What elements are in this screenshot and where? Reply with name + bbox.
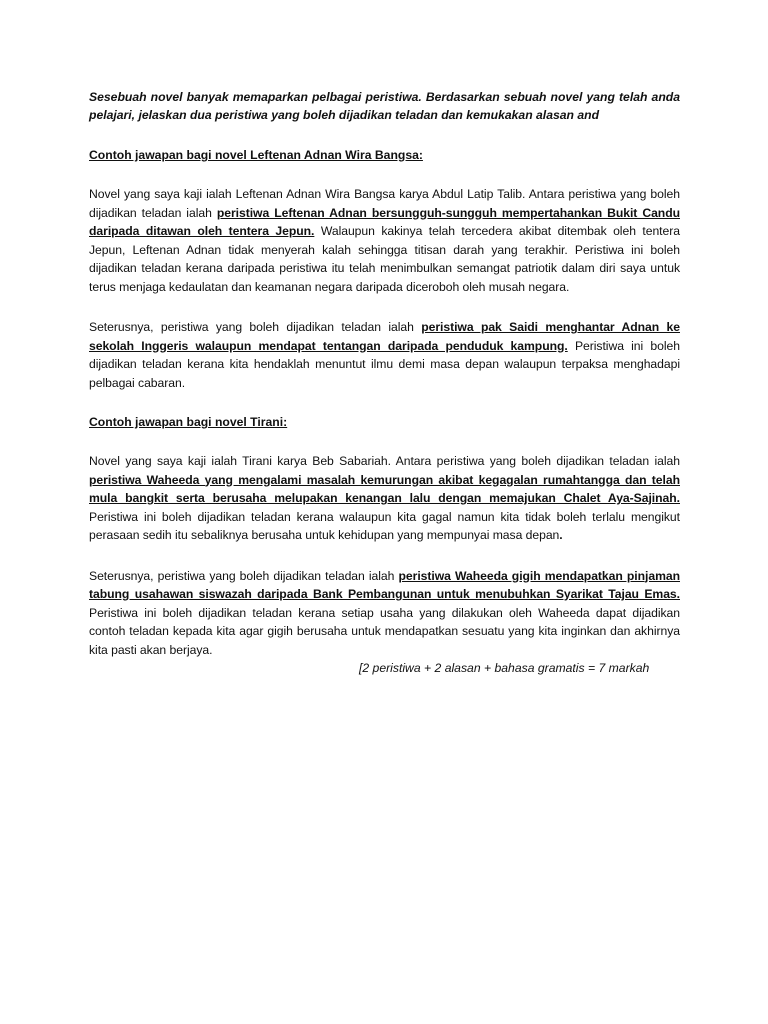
paragraph-text: Walaupun kakinya telah tercedera akibat ditembak oleh tentera Jepun, Leftenan Adnan tidak menyerah kalah sehingga titisan darah yang terakhir. Peristiwa ini boleh dijadikan teladan kerana daripada peristiwa itu telah menimbulkan semangat patriotik dalam diri saya untuk terus menjaga kedaulatan dan keamanan negara daripada diceroboh oleh musah negara. bbox=[89, 224, 680, 294]
section-heading-tirani: Contoh jawapan bagi novel Tirani: bbox=[89, 415, 288, 429]
answer-paragraph bbox=[89, 452, 680, 545]
paragraph-text: Seterusnya, peristiwa yang boleh dijadikan teladan ialah bbox=[89, 568, 399, 583]
highlighted-event: peristiwa Waheeda yang mengalami masalah kemurungan akibat kegagalan rumahtangga dan telah mula bangkit serta berusaha melupakan kenangan lalu dengan memajukan Chalet Aya-Sajinah. bbox=[89, 472, 680, 505]
question-text: Sesebuah novel banyak memaparkan pelbagai peristiwa. Berdasarkan sebuah novel yang telah anda pelajari, jelaskan dua peristiwa yang boleh dijadikan teladan dan kemukakan alasan and bbox=[89, 90, 680, 122]
paragraph-text: Seterusnya, peristiwa yang boleh dijadikan teladan ialah bbox=[89, 320, 422, 334]
paragraph-text: Novel yang saya kaji ialah Tirani karya Beb Sabariah. Antara peristiwa yang boleh dijadikan teladan ialah bbox=[89, 454, 680, 468]
paragraph-text: Peristiwa ini boleh dijadikan teladan kerana setiap usaha yang dilakukan oleh Waheeda dapat dijadikan contoh teladan kepada kita agar gigih berusaha untuk mendapatkan sesuatu yang kita inginkan dan akhirnya kita pasti akan berjaya. bbox=[89, 605, 680, 657]
highlighted-event: peristiwa pak Saidi menghantar Adnan ke sekolah Inggeris walaupun mendapat tentangan daripada penduduk kampung. bbox=[89, 320, 680, 353]
paragraph-end-mark: . bbox=[559, 528, 563, 542]
answer-paragraph bbox=[89, 567, 680, 660]
answer-paragraph bbox=[89, 318, 680, 392]
paragraph-text: Novel yang saya kaji ialah Leftenan Adnan Wira Bangsa karya Abdul Latip Talib. Antara peristiwa yang boleh dijadikan teladan ialah bbox=[89, 187, 680, 220]
paragraph-text: Peristiwa ini boleh dijadikan teladan kerana walaupun kita gagal namun kita tidak boleh terlalu mengikut perasaan sedih itu sebaliknya berusaha untuk kehidupan yang mempunyai masa depan bbox=[89, 509, 680, 542]
paragraph-text: Peristiwa ini boleh dijadikan teladan kerana kita hendaklah menuntut ilmu demi masa depan walaupun terpaksa menghadapi pelbagai cabaran. bbox=[89, 338, 680, 390]
marking-scheme: [2 peristiwa + 2 alasan + bahasa gramatis = 7 markah bbox=[359, 661, 650, 675]
section-heading-leftenan-adnan: Contoh jawapan bagi novel Leftenan Adnan Wira Bangsa: bbox=[89, 148, 423, 162]
highlighted-event: peristiwa Leftenan Adnan bersungguh-sungguh mempertahankan Bukit Candu daripada ditawan oleh tentera Jepun. bbox=[89, 205, 680, 238]
answer-paragraph bbox=[89, 185, 680, 296]
highlighted-event: peristiwa Waheeda gigih mendapatkan pinjaman tabung usahawan siswazah daripada Bank Pembangunan untuk menubuhkan Syarikat Tajau Emas. bbox=[89, 568, 680, 601]
